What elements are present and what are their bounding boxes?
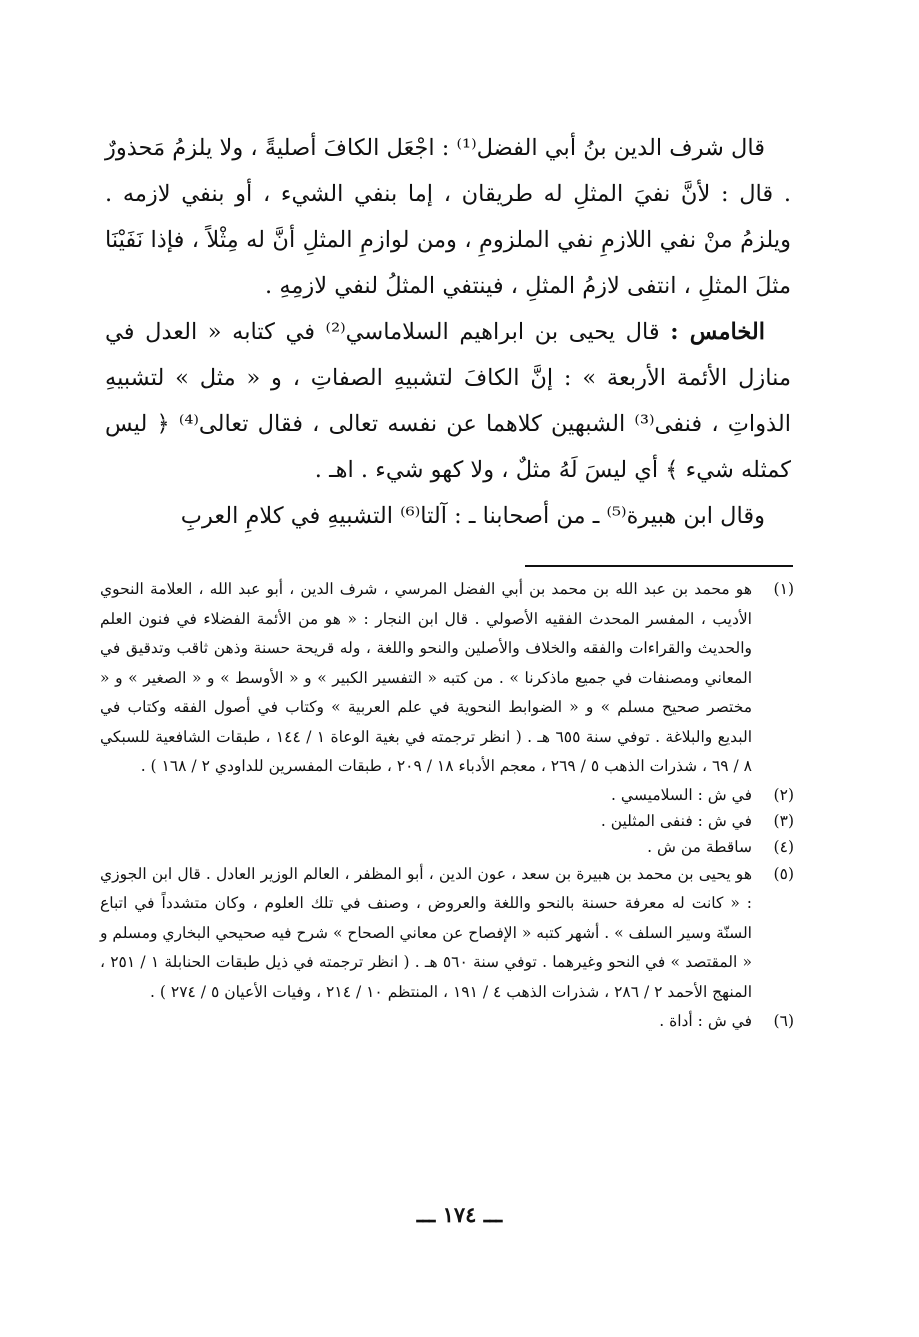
paragraph-1: قال شرف الدين بنُ أبي الفضل⁽¹⁾ : اجْعَل الكافَ أصليةً ، ولا يلزمُ مَحذورٌ . قال : لأنَّ نفيَ المثلِ له طريقان ، إما بنفي الشيء ، أو بنفي لازمه . ويلزمُ منْ نفي اللازمِ نفي الملزومِ ، ومن لوازمِ المثلِ أنَّ له مِثْلاً ، فإذا نَفَيْنَا مثلَ المثلِ ، انتفى لازمُ المثلِ ، فينتفي المثلُ لنفي لازمِهِ .	[105, 135, 791, 299]
page-number: ـــ ١٧٤ ـــ	[416, 1202, 503, 1227]
footnote-text: في ش : السلاميسي .	[611, 785, 752, 804]
paragraph-2	[105, 309, 791, 493]
footnotes	[100, 575, 794, 1037]
footnote-text: هو محمد بن عبد الله بن محمد بن أبي الفضل المرسي ، شرف الدين ، أبو عبد الله ، العلامة النحوي الأديب ، المفسر المحدث الفقيه الأصولي . قال ابن النجار : « هو من الأئمة الفضلاء في فنون العلم والحديث والقراءات والفقه والخلاف والأصلين والنحو واللغة ، وله قريحة حسنة وذهن ثاقب وتدقيق في المعاني ومصنفات في جميع ماذكرنا » . من كتبه « التفسير الكبير » و « الأوسط » و « الصغير » و « مختصر صحيح مسلم » و « الضوابط النحوية في علم العربية » وكتاب في أصول الفقه وكتاب في البديع والبلاغة . توفي سنة ٦٥٥ هـ . ( انظر ترجمته في بغية الوعاة ١ / ١٤٤ ، طبقات الشافعية للسبكي ٨ / ٦٩ ، شذرات الذهب ٥ / ٢٦٩ ، معجم الأدباء ١٨ / ٢٠٩ ، طبقات المفسرين للداودي ٢ / ١٦٨ ) .	[100, 580, 752, 775]
footnote-1	[100, 575, 794, 782]
footnote-number: (٥)	[773, 864, 794, 883]
footnote-3	[100, 808, 794, 834]
footnote-6	[100, 1007, 794, 1037]
footnote-number: (٦)	[773, 1012, 794, 1030]
paragraph-3: وقال ابن هبيرة⁽⁵⁾ ـ من أصحابنا ـ : آلتا⁽⁶⁾ التشبيهِ في كلامِ العربِ	[180, 503, 765, 529]
footnote-number: (٢)	[773, 785, 794, 804]
footnote-2	[100, 782, 794, 808]
footnote-text: في ش : أداة .	[659, 1012, 752, 1030]
footnote-text: ساقطة من ش .	[647, 837, 752, 856]
paragraph-2-body: قال يحيى بن ابراهيم السلاماسي⁽²⁾ في كتابه « العدل في منازل الأئمة الأربعة » : إنَّ الكافَ لتشبيهِ الصفاتِ ، و « مثل » لتشبيهِ الذواتِ ، فنفى⁽³⁾ الشبهين كلاهما عن نفسه تعالى ، فقال تعالى⁽⁴⁾ ﴿ ليس كمثله شيء ﴾ أي ليسَ لَهُ مثلٌ ، ولا كهو شيء . اهـ .	[105, 319, 791, 483]
footnote-divider	[525, 565, 793, 567]
paragraph-2-heading: الخامس :	[670, 319, 766, 345]
main-text	[105, 125, 791, 539]
footnote-number: (٣)	[773, 811, 794, 830]
footnote-text: هو يحيى بن محمد بن هبيرة بن سعد ، عون الدين ، أبو المظفر ، العالم الوزير العادل . قال ابن الجوزي : « كانت له معرفة حسنة بالنحو واللغة والعروض ، وصنف في تلك العلوم ، وكان متشدداً في اتباع السنّة وسير السلف » . أشهر كتبه « الإفصاح عن معاني الصحاح » شرح فيه صحيحي البخاري ومسلم و « المقتصد » في النحو وغيرهما . توفي سنة ٥٦٠ هـ . ( انظر ترجمته في ذيل طبقات الحنابلة ١ / ٢٥١ ، المنهج الأحمد ٢ / ٢٨٦ ، شذرات الذهب ٤ / ١٩١ ، المنتظم ١٠ / ٢١٤ ، وفيات الأعيان ٥ / ٢٧٤ ) .	[100, 864, 753, 1001]
footnote-number: (١)	[773, 580, 794, 598]
footnote-4	[100, 834, 794, 860]
footnote-text: في ش : فنفى المثلين .	[600, 811, 752, 830]
footnote-number: (٤)	[773, 837, 794, 856]
footnote-5	[100, 860, 794, 1008]
